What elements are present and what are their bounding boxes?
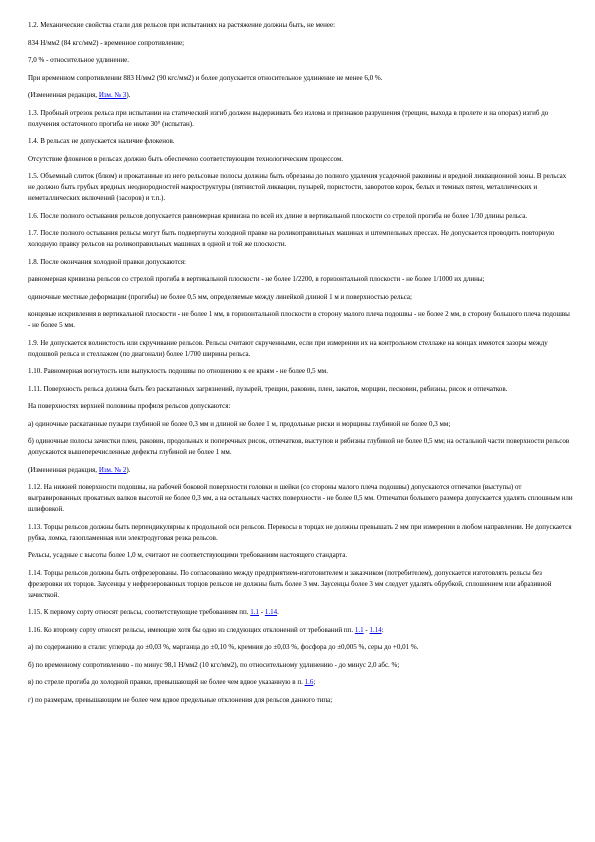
- paragraph: [28, 108, 573, 130]
- cross-reference-link[interactable]: 1.1: [354, 625, 364, 634]
- paragraph-text: 1.2. Механические свойства стали для рельсов при испытаниях на растяжение должны быть, не менее:: [28, 21, 336, 29]
- paragraph: [28, 677, 573, 688]
- paragraph-text: При временном сопротивлении 883 Н/мм2 (90 кгс/мм2) и более допускается относительное удлинение не менее 6,0 %.: [28, 73, 383, 82]
- cross-reference-link[interactable]: 1.1: [250, 608, 259, 616]
- paragraph: [28, 211, 573, 222]
- paragraph-text: г) по размерам, превышающим не более чем вдвое предельные отклонения для рельсов данного типа;: [28, 695, 333, 704]
- paragraph: [28, 550, 573, 561]
- paragraph-text: 1.3. Пробный отрезок рельса при испытании на статический изгиб должен выдерживать без излома и признаков разрушения (трещин, выхода в пролете и на опорах) изгиб до получения остаточного прогиба не ниже 30° (испытан).: [28, 108, 549, 128]
- paragraph: [28, 228, 573, 250]
- paragraph: [28, 522, 573, 544]
- paragraph-text: (Измененная редакция,: [28, 91, 99, 99]
- paragraph-text: а) одиночные раскатанные пузыри глубиной не более 0,3 мм и длиной не более 1 м, продольные риски и морщины глубиной не более 0,3 мм;: [28, 419, 451, 428]
- paragraph-text: :: [381, 625, 384, 634]
- paragraph-text: -: [363, 625, 370, 634]
- paragraph: [28, 257, 573, 268]
- paragraph: [28, 401, 573, 412]
- paragraph-text: 1.14. Торцы рельсов должны быть отфрезерованы. По согласованию между предприятием-изготовителем и заказчиком (потребителем), допускается изготовлять рельсы без фрезеровки их торцов. Заусенцы у нефрезерованных торцов рельсов не должны быть более 3 мм. Заусенцы более 3 мм следует удалять обрубкой, сплошением или абразивной зачисткой.: [28, 568, 552, 599]
- paragraph-text: 1.9. Не допускается волнистость или скручивание рельсов. Рельсы считают скрученными, если при измерении их на контрольном стеллаже на концах имеются зазоры между подошвой рельса и стеллажом (по диагонали) более 1/700 ширины рельса.: [28, 338, 548, 358]
- paragraph-text: -: [259, 608, 265, 616]
- paragraph-text: 1.15. К первому сорту относят рельсы, соответствующие требованиям пп.: [28, 608, 251, 616]
- paragraph-text: 1.6. После полного остывания рельсов допускается равномерная кривизна по всей их длине в вертикальной плоскости со стрелой прогиба не более 1/30 длины рельса.: [28, 211, 528, 220]
- paragraph-text: 1.4. В рельсах не допускается наличие флокенов.: [28, 137, 175, 145]
- paragraph: [28, 90, 573, 101]
- paragraph: [28, 607, 573, 618]
- paragraph-text: а) по содержанию в стали: углерода до ±0,03 %, марганца до ±0,10 %, кремния до ±0,03 %, фосфора до ±0,005 %, серы до +0,01 %.: [28, 643, 419, 651]
- paragraph-text: 7,0 % - относительное удлинение.: [28, 56, 130, 64]
- paragraph: [28, 366, 573, 377]
- paragraph-text: ).: [126, 91, 131, 99]
- paragraph-text: в) по стреле прогиба до холодной правки, превышающей не более чем вдвое указанную в п.: [28, 678, 305, 686]
- paragraph: [28, 384, 573, 395]
- paragraph-text: 1.12. На нижней поверхности подошвы, на рабочей боковой поверхности головки и шейки (со стороны малого плеча подошвы) допускаются отпечатки (выступы) от выгравированных прокатных валков высотой не более 0,3 мм, а на остальных частях поверхности - не более 0,5 мм. Отпечатки большего размера допускается удалять сплошным или шлифовкой.: [28, 483, 573, 513]
- paragraph: [28, 171, 573, 204]
- paragraph-text: 1.7. После полного остывания рельсы могут быть подвергнуты холодной правке на роликоправильных машинах и штемпельных прессах. Не допускается проводить повторную холодную правку рельсов на роликоправильных машинах в одной и той же плоскости.: [28, 229, 555, 248]
- paragraph-text: Отсутствие флокенов в рельсах должно быть обеспечено соответствующим технологическим процессом.: [28, 154, 344, 163]
- paragraph-text: .: [277, 608, 279, 616]
- paragraph: [28, 436, 573, 458]
- paragraph: [28, 136, 573, 147]
- cross-reference-link[interactable]: 1.14: [369, 625, 382, 634]
- paragraph-text: Рельсы, усадные с высоты более 1,0 м, считают не соответствующими требованиям настоящего стандарта.: [28, 551, 348, 559]
- paragraph-text: одиночные местные деформации (прогибы) не более 0,5 мм, определяемые между линейкой длиной 1 м и поверхностью рельса;: [28, 292, 412, 301]
- paragraph: [28, 274, 573, 285]
- paragraph: [28, 419, 573, 430]
- paragraph: [28, 568, 573, 601]
- paragraph-text: 1.13. Торцы рельсов должны быть перпендикулярны к продольной оси рельсов. Перекосы в торцах не должны превышать 2 мм при измерении в любом направлении. Не допускается рубка, ломка, газопламенная или электродуговая резка рельсов.: [28, 522, 572, 542]
- paragraph: [28, 338, 573, 360]
- paragraph: [28, 154, 573, 165]
- paragraph: [28, 38, 573, 49]
- paragraph-text: (Измененная редакция,: [28, 465, 99, 474]
- paragraph: [28, 642, 573, 653]
- document-body: [28, 20, 573, 712]
- paragraph-text: равномерная кривизна рельсов со стрелой прогиба в вертикальной плоскости - не более 1/2200, в горизонтальной плоскости - не более 1/1000 их длины;: [28, 275, 485, 283]
- paragraph-text: б) одиночные полосы зачистки плен, раковин, продольных и поперечных рисок, отпечатков, выступов и рябизны глубиной не более 0,5 мм; на остальной части поверхности рельсов допускаются вышеперечисленные дефекты глубиной не более 1 мм.: [28, 437, 570, 456]
- paragraph-text: ).: [126, 465, 131, 474]
- cross-reference-link[interactable]: Изм. № 2: [98, 465, 127, 474]
- cross-reference-link[interactable]: Изм. № 3: [98, 91, 127, 99]
- paragraph-text: ;: [313, 678, 316, 686]
- paragraph-text: 1.11. Поверхность рельса должна быть без раскатанных загрязнений, пузырей, трещин, раковин, плен, закатов, морщин, песковин, рябизны, рисок и отпечатков.: [28, 384, 508, 393]
- cross-reference-link[interactable]: 1.14: [264, 608, 278, 616]
- paragraph-text: 834 Н/мм2 (84 кгс/мм2) - временное сопротивление;: [28, 38, 185, 47]
- paragraph: [28, 309, 573, 331]
- paragraph-text: б) по временному сопротивлению - по минус 98,1 Н/мм2 (10 кгс/мм2), по относительному удлинению - до минус 2,0 абс. %;: [28, 660, 400, 669]
- paragraph-text: 1.5. Объемный слиток (блюм) и прокатанные из него рельсовые полосы должны быть обрезаны до полного удаления усадочной раковины и вредной ликвационной зоны. В рельсах не должно быть грубых вредных неоднородностей макроструктуры (пятнистой ликвации, пузырей, пористости, заворотов корок, белых и темных пятен, металлических и неметаллических включений (засоров) и т.п.).: [28, 172, 567, 202]
- paragraph: [28, 625, 573, 636]
- paragraph: [28, 73, 573, 84]
- paragraph: [28, 20, 573, 31]
- paragraph: [28, 292, 573, 303]
- paragraph: [28, 695, 573, 706]
- paragraph-text: На поверхностях верхней половины профиля рельсов допускаются:: [28, 402, 231, 410]
- paragraph: [28, 660, 573, 671]
- paragraph: [28, 482, 573, 515]
- paragraph: [28, 55, 573, 66]
- paragraph-text: 1.10. Равномерная вогнутость или выпуклость подошвы по отношению к ее краям - не более 0,5 мм.: [28, 367, 328, 375]
- paragraph-text: концевые искривления в вертикальной плоскости - не более 1 мм, в горизонтальной плоскости в сторону малого плеча подошвы - не более 2 мм, в сторону большого плеча подошвы - не более 5 мм.: [28, 310, 570, 329]
- paragraph: [28, 465, 573, 476]
- paragraph-text: 1.16. Ко второму сорту относят рельсы, имеющие хотя бы одно из следующих отклонений от требований пп.: [28, 625, 355, 634]
- paragraph-text: 1.8. После окончания холодной правки допускаются:: [28, 257, 186, 266]
- cross-reference-link[interactable]: 1.6: [304, 678, 314, 686]
